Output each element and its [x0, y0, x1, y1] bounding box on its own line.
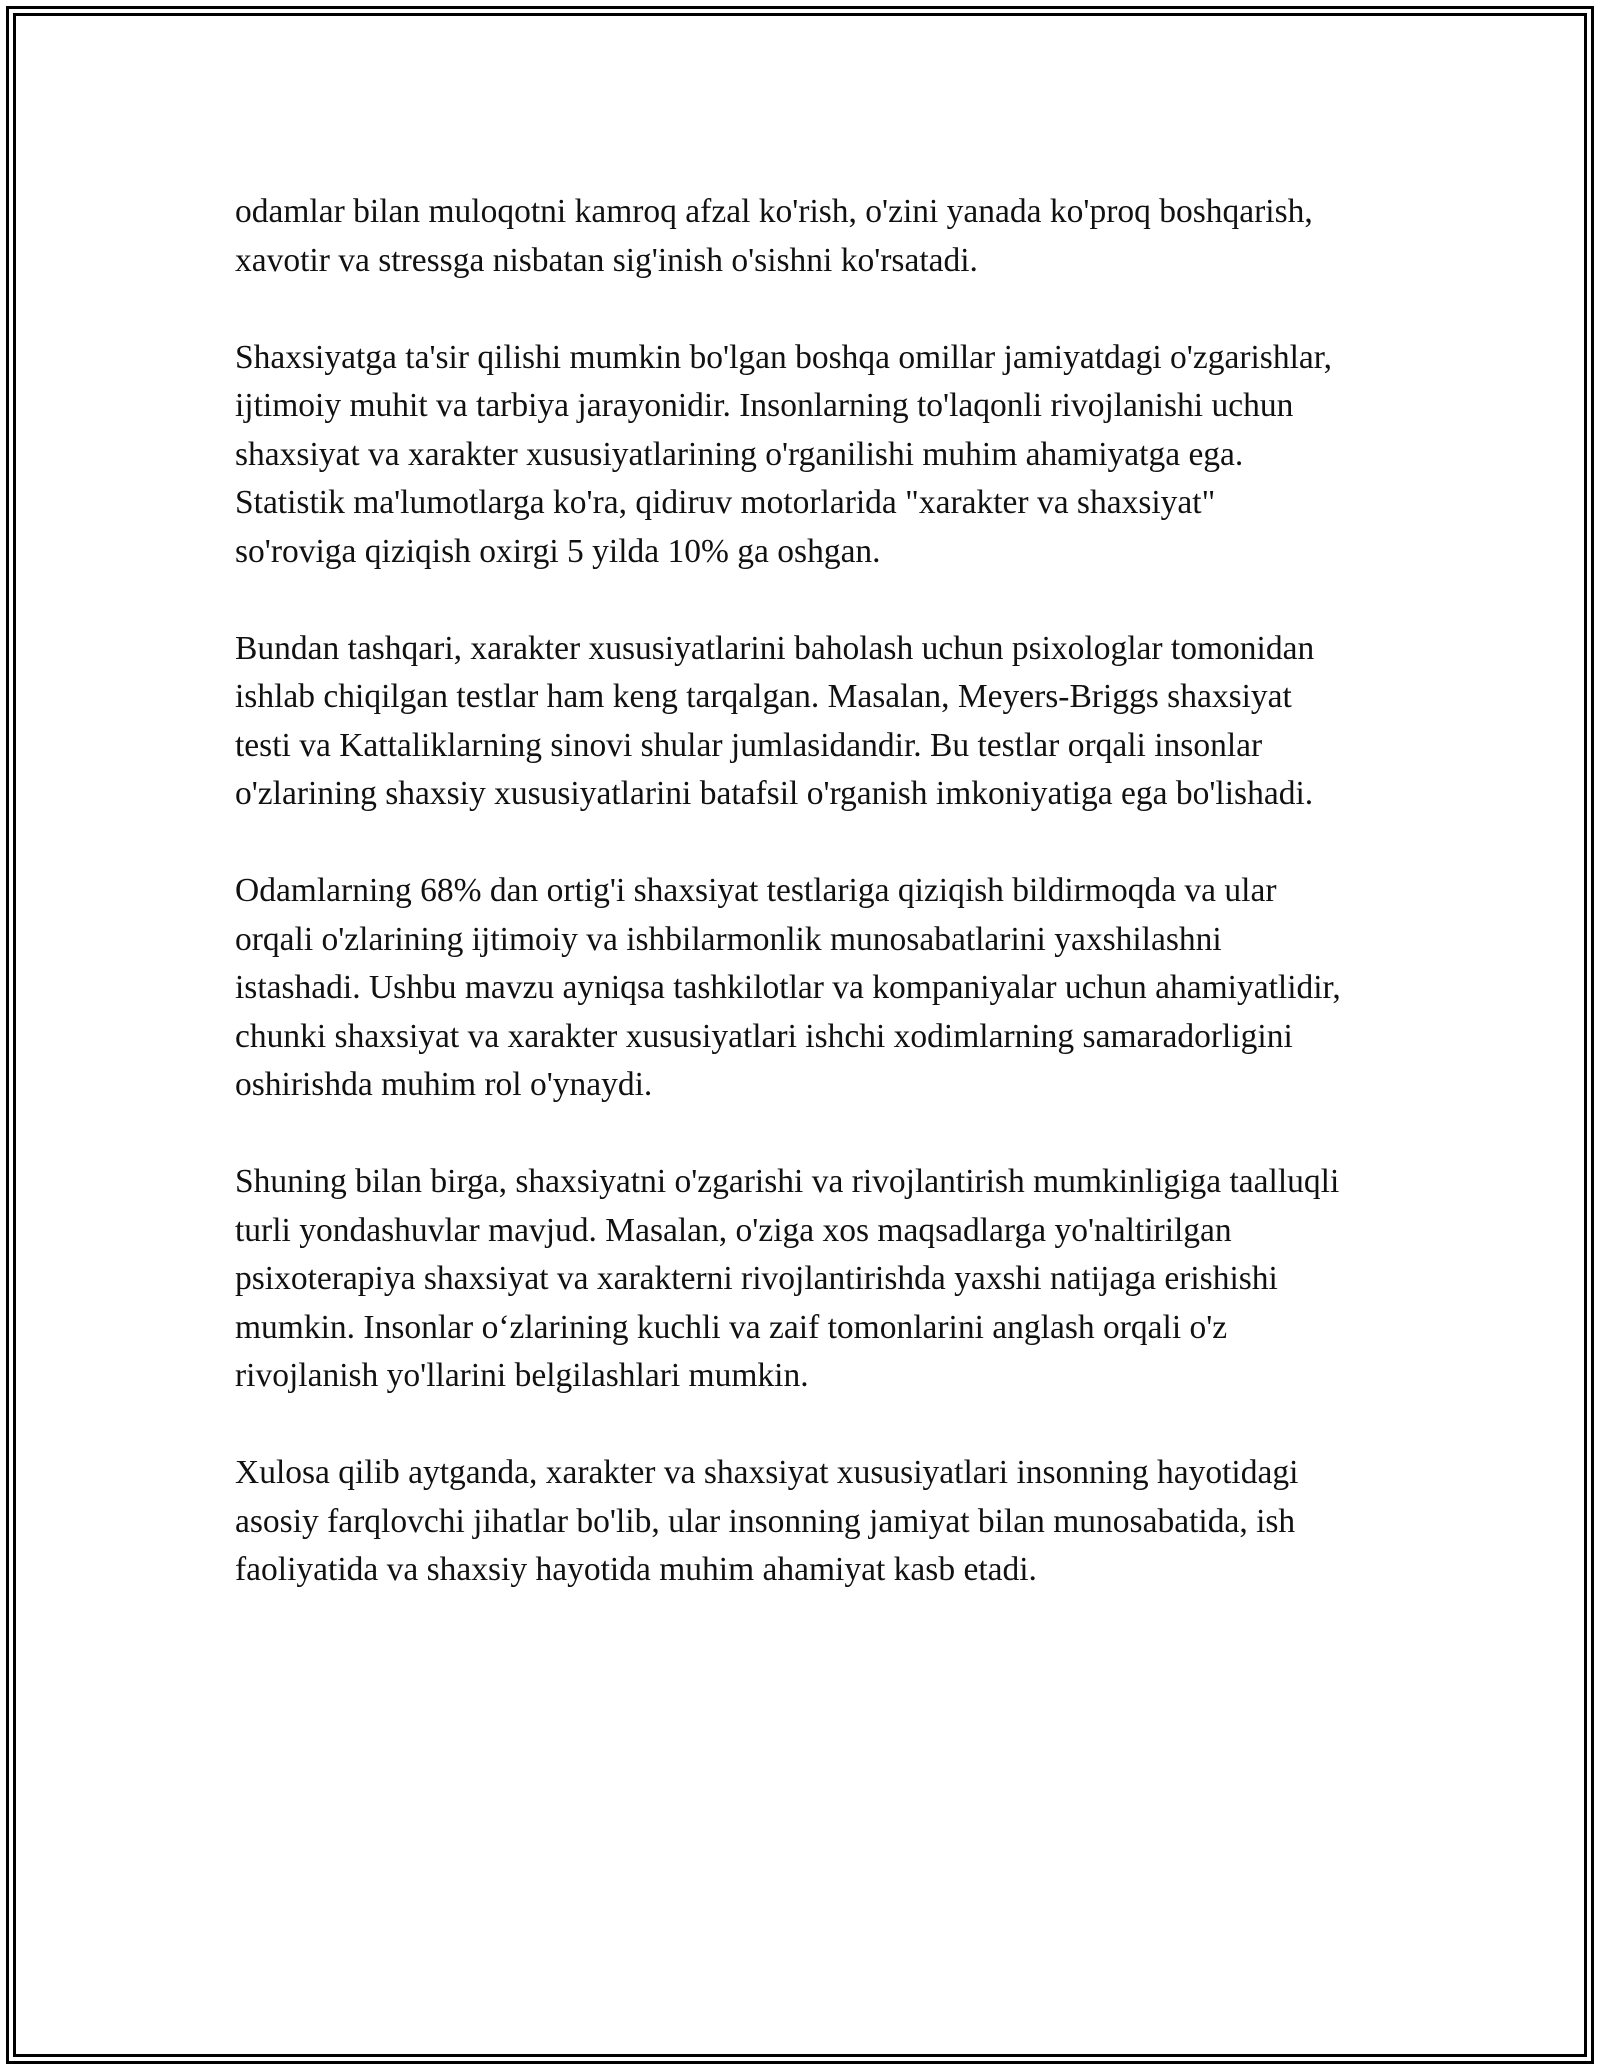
paragraph-2: Shaxsiyatga ta'sir qilishi mumkin bo'lgan boshqa omillar jamiyatdagi o'zgarishlar, ijtimoiy muhit va tarbiya jarayonidir. Insonlarning to'laqonli rivojlanishi uchun shaxsiyat va xarakter xususiyatlarining o'rganilishi muhim ahamiyatga ega. Statistik ma'lumotlarga ko'ra, qidiruv motorlarida "xarakter va shaxsiyat" so'roviga qiziqish oxirgi 5 yilda 10% ga oshgan.	[235, 338, 1332, 570]
document-body	[235, 188, 1345, 1643]
paragraph-6: Xulosa qilib aytganda, xarakter va shaxsiyat xususiyatlari insonning hayotidagi asosiy farqlovchi jihatlar bo'lib, ular insonning jamiyat bilan munosabatida, ish faoliyatida va shaxsiy hayotida muhim ahamiyat kasb etadi.	[235, 1454, 1299, 1588]
paragraph-5: Shuning bilan birga, shaxsiyatni o'zgarishi va rivojlantirish mumkinligiga taalluqli turli yondashuvlar mavjud. Masalan, o'ziga xos maqsadlarga yo'naltirilgan psixoterapiya shaxsiyat va xarakterni rivojlantirishda yaxshi natijaga erishishi mumkin. Insonlar o‘zlarining kuchli va zaif tomonlarini anglash orqali o'z rivojlanish yo'llarini belgilashlari mumkin.	[235, 1163, 1340, 1394]
paragraph-1: odamlar bilan muloqotni kamroq afzal ko'rish, o'zini yanada ko'proq boshqarish, xavotir va stressga nisbatan sig'inish o'sishni ko'rsatadi.	[235, 193, 1313, 279]
paragraph-3: Bundan tashqari, xarakter xususiyatlarini baholash uchun psixologlar tomonidan ishlab chiqilgan testlar ham keng tarqalgan. Masalan, Meyers-Briggs shaxsiyat testi va Kattaliklarning sinovi shular jumlasidandir. Bu testlar orqali insonlar o'zlarining shaxsiy xususiyatlarini batafsil o'rganish imkoniyatiga ega bo'lishadi.	[235, 629, 1315, 812]
paragraph-4: Odamlarning 68% dan ortig'i shaxsiyat testlariga qiziqish bildirmoqda va ular orqali o'zlarining ijtimoiy va ishbilarmonlik munosabatlarini yaxshilashni istashadi. Ushbu mavzu ayniqsa tashkilotlar va kompaniyalar uchun ahamiyatlidir, chunki shaxsiyat va xarakter xususiyatlari ishchi xodimlarning samaradorligini oshirishda muhim rol o'ynaydi.	[235, 872, 1341, 1103]
